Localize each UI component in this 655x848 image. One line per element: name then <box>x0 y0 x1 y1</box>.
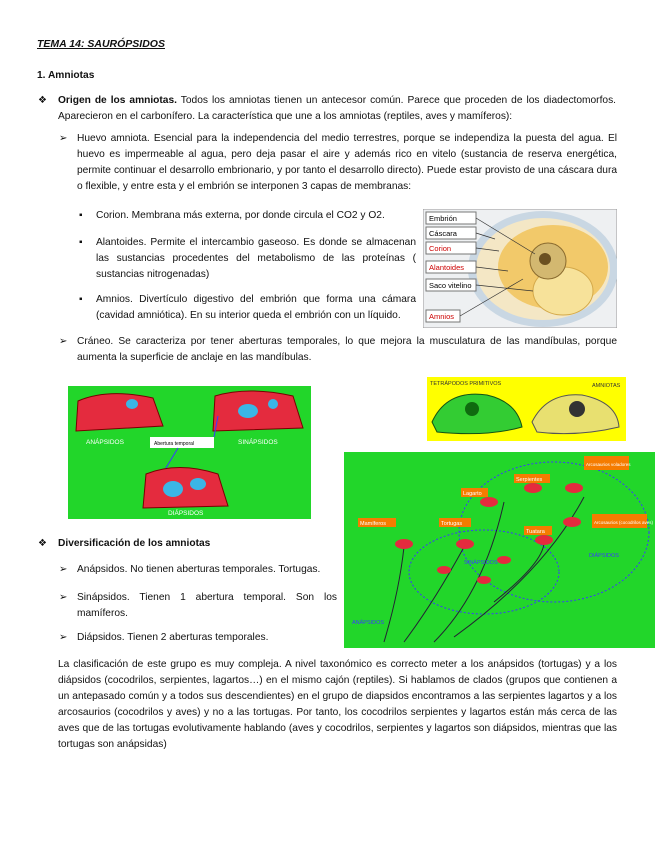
diamond-bullet-icon: ❖ <box>38 538 47 549</box>
tree-label-arcosaurios-voladores: Arcosaurios voladores <box>586 462 631 467</box>
corion-text: Corion. Membrana más externa, por donde circula el CO2 y O2. <box>96 210 385 221</box>
page-title: TEMA 14: SAURÓPSIDOS <box>37 38 165 50</box>
tree-label-sinapsidos: SINÁPSIDOS <box>464 560 498 566</box>
tree-label-lagartos: Lagarto <box>463 491 482 497</box>
sinapsidos-text: Sinápsidos. Tienen 1 abertura temporal. Son los mamíferos. <box>77 592 337 619</box>
diapsidos-text: Diápsidos. Tienen 2 aberturas temporales. <box>77 632 269 643</box>
tree-label-tortugas: Tortugas <box>441 521 463 527</box>
egg-label-corion: Corion <box>429 244 452 253</box>
tree-label-arcosaurios: Arcosaurios (cocodrilos aves) <box>594 520 654 525</box>
egg-label-saco: Saco vitelino <box>429 281 472 290</box>
amniote-phylogeny-figure <box>344 452 655 648</box>
amniote-egg-figure <box>423 209 617 328</box>
tree-label-tuatara: Tuatara <box>526 529 545 535</box>
origen-text: Todos los amniotas tienen un antecesor común. Parece que proceden de los diadectomorfos. Aparecieron en el carbonífero. La característica que une a los amniotas (reptiles, aves y mamíferos): <box>58 95 616 122</box>
arrow-bullet-icon: ➢ <box>59 336 68 347</box>
arrow-bullet-icon: ➢ <box>59 592 68 603</box>
skull-label-middle: Abertura temporal <box>154 441 195 447</box>
classification-paragraph: La clasificación de este grupo es muy compleja. A nivel taxonómico es correcto meter a los anápsidos (tortugas) y a los diápsidos (cocodrilos, serpientes, lagartos…) en el mismo cajón (reptiles). Si hablamos de clados (grupos que contienen a un antepasado común y a todos sus descendientes) en el grupo de diapsidos encontramos a las serpientes lagartos y a los arcosaurios (cocodrilos y aves) y no a las tortugas. Por tanto, los cocodrilos serpientes y lagartos están más cerca de las aves que de las tortugas evolutivamente hablando (aves y cocodrilos, serpientes y lagartos son diápsidos, mientras que las tortugas son anápsidas) <box>58 659 617 750</box>
tree-label-serpientes: Serpientes <box>516 477 543 483</box>
skull-types-figure <box>68 386 311 519</box>
anapsidos-text: Anápsidos. No tienen aberturas temporales. Tortugas. <box>77 564 321 575</box>
skull-label-diapsidos: DIÁPSIDOS <box>168 510 204 517</box>
diamond-bullet-icon: ❖ <box>38 95 47 106</box>
section-heading: 1. Amniotas <box>37 70 95 81</box>
egg-label-alantoides: Alantoides <box>429 263 465 272</box>
egg-label-embrion: Embrión <box>429 214 457 223</box>
alantoides-text: Alantoides. Permite el intercambio gaseoso. Es donde se almacenan las sustancias procedentes del metabolismo de las proteínas ( sustancias nitrogenadas) <box>96 237 416 280</box>
origen-heading: Origen de los amniotas. <box>58 95 177 106</box>
tree-label-anapsidos: ANÁPSIDOS <box>352 620 385 626</box>
egg-label-cascara: Cáscara <box>429 229 457 238</box>
egg-label-amnios: Amnios <box>429 312 455 321</box>
skull-label-anapsidos: ANÁPSIDOS <box>86 439 124 446</box>
arrow-bullet-icon: ➢ <box>59 564 68 575</box>
square-bullet-icon: ▪ <box>79 210 83 221</box>
tetra-label-right: AMNIOTAS <box>592 383 621 389</box>
square-bullet-icon: ▪ <box>79 237 83 248</box>
tree-label-mamiferos: Mamíferos <box>360 521 386 527</box>
skull-label-sinapsidos: SINÁPSIDOS <box>238 439 278 446</box>
tetrapod-skulls-figure <box>427 377 626 441</box>
tree-label-diapsidos: DIÁPSIDOS <box>589 553 619 559</box>
arrow-bullet-icon: ➢ <box>59 133 68 144</box>
arrow-bullet-icon: ➢ <box>59 632 68 643</box>
huevo-paragraph: Huevo amniota. Esencial para la independencia del medio terrestres, porque se independiza la puesta del agua. El huevo es impermeable al agua, pero deja pasar el aire y además rico en vitelo (sustancia de reserva energética, permite continuar el desarrollo embrionario, y por tanto el desarrollo directo). Puede estar provisto de una cáscara dura o flexible, y entre esta y el embrión se interponen 3 capas de membranas: <box>77 133 617 192</box>
diversificacion-heading: Diversificación de los amniotas <box>58 538 211 549</box>
origen-paragraph <box>58 93 616 125</box>
craneo-paragraph: Cráneo. Se caracteriza por tener aberturas temporales, lo que mejora la musculatura de las mandíbulas, porque aumenta la superficie de anclaje en las mandíbulas. <box>77 336 617 363</box>
tetra-label-left: TETRÁPODOS PRIMITIVOS <box>430 381 502 387</box>
square-bullet-icon: ▪ <box>79 294 83 305</box>
amnios-text: Amnios. Divertículo digestivo del embrión que forma una cámara (cavidad amniótica). En su interior queda el embrión con un líquido. <box>96 294 416 321</box>
